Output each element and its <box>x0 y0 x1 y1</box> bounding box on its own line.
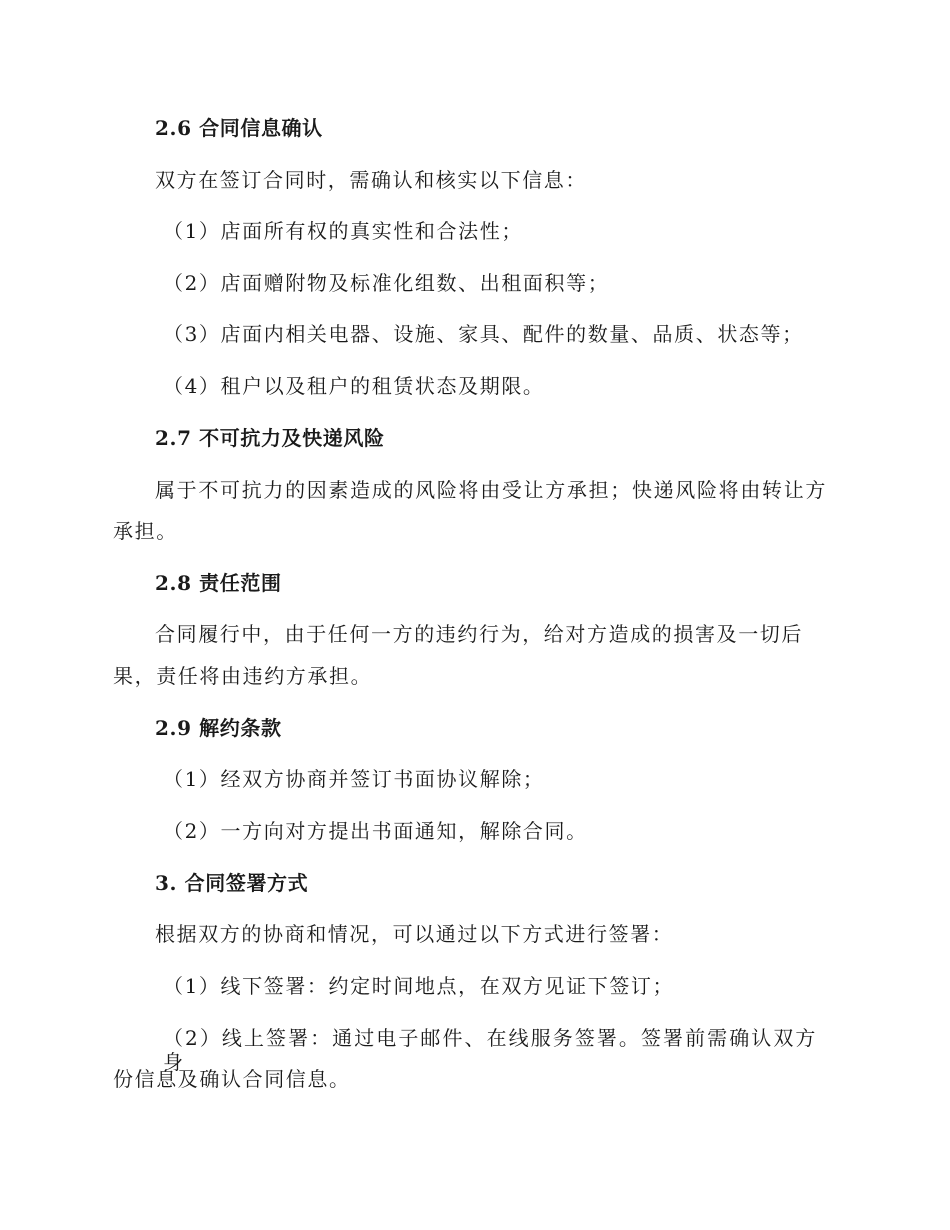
list-item: （1）经双方协商并签订书面协议解除； <box>163 767 545 791</box>
list-item: （2）线上签署：通过电子邮件、在线服务签署。签署前需确认双方身 <box>163 1026 817 1074</box>
list-item: （1）店面所有权的真实性和合法性； <box>163 219 523 243</box>
section-heading-3: 3. 合同签署方式 <box>155 871 309 895</box>
list-item-continuation: 份信息及确认合同信息。 <box>113 1067 351 1091</box>
paragraph: 根据双方的协商和情况，可以通过以下方式进行签署： <box>155 922 674 946</box>
list-item: （4）租户以及租户的租赁状态及期限。 <box>163 374 545 398</box>
paragraph: 属于不可抗力的因素造成的风险将由受让方承担；快递风险将由转让方 <box>155 478 827 502</box>
section-heading-2-7: 2.7 不可抗力及快递风险 <box>155 426 385 450</box>
paragraph-continuation: 承担。 <box>113 519 178 543</box>
list-item: （1）线下签署：约定时间地点，在双方见证下签订； <box>163 974 675 998</box>
paragraph-continuation: 果，责任将由违约方承担。 <box>113 664 373 688</box>
paragraph: 双方在签订合同时，需确认和核实以下信息： <box>155 168 587 192</box>
list-item: （2）一方向对方提出书面通知，解除合同。 <box>163 819 588 843</box>
paragraph: 合同履行中，由于任何一方的违约行为，给对方造成的损害及一切后 <box>155 622 803 646</box>
section-heading-2-6: 2.6 合同信息确认 <box>155 116 323 140</box>
list-item: （2）店面赠附物及标准化组数、出租面积等； <box>163 271 610 295</box>
section-heading-2-8: 2.8 责任范围 <box>155 571 282 595</box>
list-item: （3）店面内相关电器、设施、家具、配件的数量、品质、状态等； <box>163 322 804 346</box>
section-heading-2-9: 2.9 解约条款 <box>155 716 282 740</box>
